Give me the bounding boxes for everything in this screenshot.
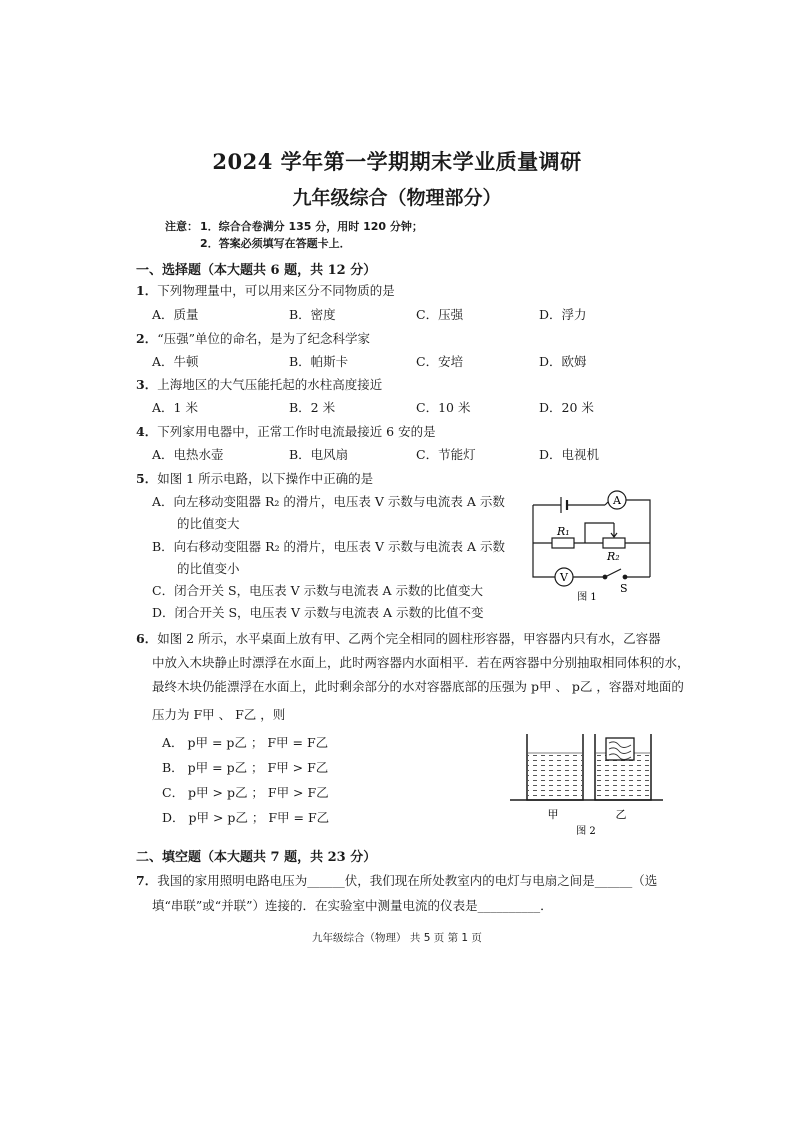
question-text: 下列家用电器中，正常工作时电流最接近 6 安的是: [157, 424, 436, 439]
question-1: [136, 281, 395, 299]
question-number: 7．: [136, 873, 158, 888]
question-number: 2．: [136, 331, 158, 346]
question-text-line-1: 我国的家用照明电路电压为______伏，我们现在所处教室内的电灯与电扇之间是______（选: [157, 873, 658, 888]
r2-label: R₂: [607, 550, 620, 563]
q2-option-c: C．安培: [416, 354, 464, 369]
q3-option-d: D．20 米: [539, 400, 594, 415]
exam-subtitle: 九年级综合（物理部分）: [292, 187, 502, 209]
label-jia: 甲: [547, 808, 559, 821]
ammeter-label: A: [613, 494, 621, 507]
q4-option-d: D．电视机: [539, 447, 600, 462]
q5-option-d: D．闭合开关 S，电压表 V 示数与电流表 A 示数的比值不变: [152, 605, 484, 620]
question-number: 4．: [136, 424, 158, 439]
voltmeter-label: V: [560, 571, 568, 584]
page-footer: 九年级综合（物理） 共 5 页 第 1 页: [312, 932, 482, 944]
question-text: 下列物理量中，可以用来区分不同物质的是: [157, 283, 395, 298]
question-number: 5．: [136, 471, 158, 486]
question-2: [136, 329, 370, 347]
q6-option-c: C． p甲 > p乙 ； F甲 > F乙: [162, 785, 329, 800]
q4-option-b: B．电风扇: [289, 447, 349, 462]
container-jia: [527, 734, 583, 800]
question-4: [136, 422, 436, 440]
notes-label: 注意：: [165, 220, 198, 233]
q4-option-a: A．电热水壶: [152, 447, 224, 462]
question-6-line-2: 中放入木块静止时漂浮在水面上，此时两容器内水面相平．若在两容器中分别抽取相同体积的水，: [152, 655, 690, 670]
question-7-line-2: 填“串联”或“并联”）连接的．在实验室中测量电流的仪表是__________．: [152, 898, 553, 913]
q1-option-d: D．浮力: [539, 307, 587, 322]
figure-2-containers: [508, 728, 668, 840]
q1-option-b: B．密度: [289, 307, 336, 322]
q5-option-b-line-1: B．向右移动变阻器 R₂ 的滑片，电压表 V 示数与电流表 A 示数: [152, 539, 506, 554]
q6-option-b: B． p甲 = p乙 ； F甲 > F乙: [162, 760, 329, 775]
q5-option-c: C．闭合开关 S，电压表 V 示数与电流表 A 示数的比值变大: [152, 583, 484, 598]
question-5: [136, 469, 373, 487]
figure-1-circuit: [525, 485, 660, 605]
q4-option-c: C．节能灯: [416, 447, 476, 462]
q3-option-c: C．10 米: [416, 400, 471, 415]
q2-option-b: B．帕斯卡: [289, 354, 349, 369]
q6-option-d: D． p甲 > p乙 ； F甲 = F乙: [162, 810, 330, 825]
question-number: 6．: [136, 631, 158, 646]
q1-option-a: A．质量: [152, 307, 199, 322]
label-yi: 乙: [615, 808, 627, 821]
question-7: [136, 871, 657, 889]
question-number: 1．: [136, 283, 158, 298]
section-2-heading: 二、填空题（本大题共 7 题，共 23 分）: [136, 850, 377, 865]
question-6-line-3: 最终木块仍能漂浮在水面上，此时剩余部分的水对容器底部的压强为 p甲 、 p乙 ，容器对地面的: [152, 679, 684, 694]
q2-option-a: A．牛顿: [152, 354, 199, 369]
q1-option-c: C．压强: [416, 307, 464, 322]
r1-label: R₁: [557, 525, 570, 538]
question-text: 上海地区的大气压能托起的水柱高度接近: [157, 377, 383, 392]
section-1-heading: 一、选择题（本大题共 6 题，共 12 分）: [136, 263, 377, 278]
q2-option-d: D．欧姆: [539, 354, 587, 369]
figure-1-caption: 图 1: [577, 592, 597, 603]
notes-line-1: 1．综合合卷满分 135 分，用时 120 分钟；: [200, 220, 423, 233]
question-number: 3．: [136, 377, 158, 392]
q5-option-b-line-2: 的比值变小: [177, 561, 240, 576]
q3-option-a: A．1 米: [152, 400, 198, 415]
q6-option-a: A． p甲 = p乙 ； F甲 = F乙: [162, 735, 329, 750]
container-yi: [595, 734, 651, 800]
question-6-line-4: 压力为 F甲 、 F乙 ，则: [152, 707, 286, 722]
exam-title: 2024 学年第一学期期末学业质量调研: [212, 149, 582, 174]
question-text: “压强”单位的命名，是为了纪念科学家: [157, 331, 370, 346]
wood-block: [606, 738, 634, 760]
switch-label: S: [620, 582, 628, 595]
question-text: 如图 1 所示电路，以下操作中正确的是: [157, 471, 374, 486]
question-6: [136, 629, 661, 647]
figure-2-caption: 图 2: [576, 826, 596, 837]
q5-option-a-line-1: A．向左移动变阻器 R₂ 的滑片，电压表 V 示数与电流表 A 示数: [152, 494, 505, 509]
notes-line-2: 2．答案必须填写在答题卡上．: [200, 237, 351, 250]
q3-option-b: B．2 米: [289, 400, 336, 415]
question-text-line-1: 如图 2 所示，水平桌面上放有甲、乙两个完全相同的圆柱形容器，甲容器内只有水，乙容器: [157, 631, 661, 646]
question-3: [136, 375, 382, 393]
q5-option-a-line-2: 的比值变大: [177, 516, 240, 531]
